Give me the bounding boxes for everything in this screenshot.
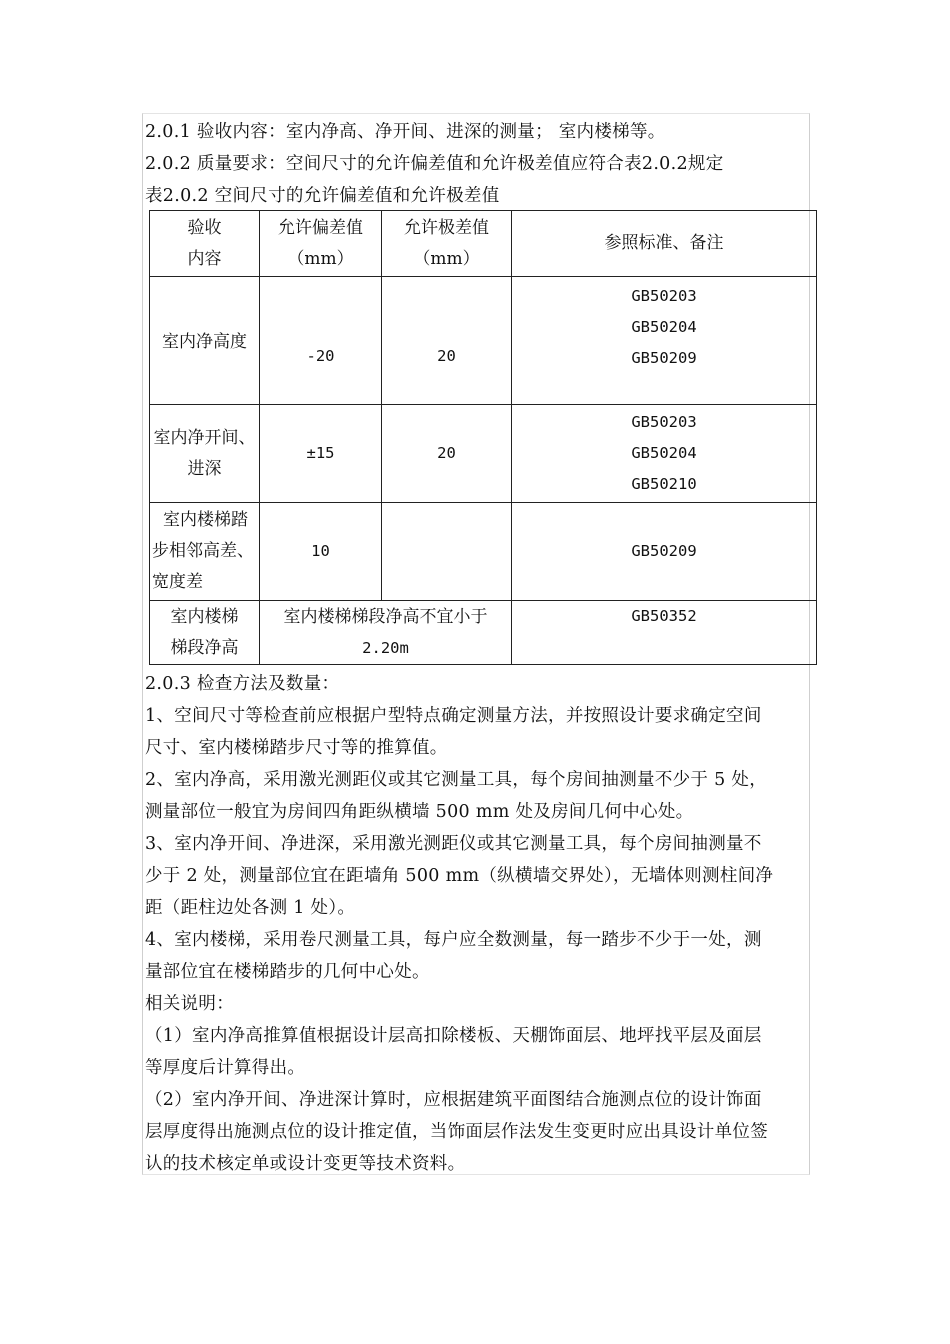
row-item: 室内楼梯 梯段净高: [150, 601, 260, 665]
header-reference: 参照标准、备注: [512, 211, 817, 277]
section-2-0-3: 2.0.3 检查方法及数量：: [145, 674, 340, 694]
table-row: [150, 405, 817, 503]
body-line: 等厚度后计算得出。: [145, 1058, 306, 1078]
row-refs: GB50209: [512, 503, 817, 601]
notes-heading: 相关说明：: [145, 994, 234, 1014]
row-item: 室内楼梯踏 步相邻高差、 宽度差: [150, 503, 260, 601]
row-deviation: 10: [260, 503, 382, 601]
body-line: 距（距柱边处各测 1 处）。: [145, 898, 356, 918]
header-item: 验收 内容: [150, 211, 260, 277]
row-range: 20: [382, 277, 512, 405]
body-line: 认的技术核定单或设计变更等技术资料。: [145, 1154, 466, 1174]
row-item: 室内净开间、 进深: [150, 405, 260, 503]
section-2-0-2: 2.0.2 质量要求：空间尺寸的允许偏差值和允许极差值应符合表2.0.2规定: [145, 154, 724, 174]
row-deviation: -20: [260, 277, 382, 405]
row-range: [382, 503, 512, 601]
header-deviation: 允许偏差值 （mm）: [260, 211, 382, 277]
body-line: 少于 2 处，测量部位宜在距墙角 500 mm（纵横墙交界处），无墙体则测柱间净: [145, 866, 774, 886]
header-range: 允许极差值 （mm）: [382, 211, 512, 277]
body-line: 量部位宜在楼梯踏步的几何中心处。: [145, 962, 430, 982]
section-2-0-1: 2.0.1 验收内容：室内净高、净开间、进深的测量； 室内楼梯等。: [145, 122, 666, 142]
body-line: 2、室内净高，采用激光测距仪或其它测量工具，每个房间抽测量不少于 5 处，: [145, 770, 767, 790]
body-line: （2）室内净开间、净进深计算时，应根据建筑平面图结合施测点位的设计饰面: [145, 1090, 762, 1110]
body-line: 尺寸、室内楼梯踏步尺寸等的推算值。: [145, 738, 448, 758]
row-merged-note: 室内楼梯梯段净高不宜小于 2.20m: [260, 601, 512, 665]
row-refs: GB50203 GB50204 GB50210: [512, 405, 817, 503]
row-deviation: ±15: [260, 405, 382, 503]
body-line: （1）室内净高推算值根据设计层高扣除楼板、天棚饰面层、地坪找平层及面层: [145, 1026, 762, 1046]
body-line: 4、室内楼梯，采用卷尺测量工具，每户应全数测量，每一踏步不少于一处，测: [145, 930, 762, 950]
table-row: [150, 601, 817, 665]
table-row: [150, 503, 817, 601]
row-refs: GB50352: [512, 601, 817, 665]
body-line: 1、空间尺寸等检查前应根据户型特点确定测量方法，并按照设计要求确定空间: [145, 706, 762, 726]
row-refs: GB50203 GB50204 GB50209: [512, 277, 817, 405]
body-line: 层厚度得出施测点位的设计推定值，当饰面层作法发生变更时应出具设计单位签: [145, 1122, 768, 1142]
tolerance-table: [149, 210, 817, 665]
row-range: 20: [382, 405, 512, 503]
table-row: [150, 277, 817, 405]
body-line: 3、室内净开间、净进深，采用激光测距仪或其它测量工具，每个房间抽测量不: [145, 834, 762, 854]
table-caption: 表2.0.2 空间尺寸的允许偏差值和允许极差值: [145, 186, 500, 206]
body-line: 测量部位一般宜为房间四角距纵横墙 500 mm 处及房间几何中心处。: [145, 802, 694, 822]
row-item: 室内净高度: [150, 277, 260, 405]
table-header-row: [150, 211, 817, 277]
